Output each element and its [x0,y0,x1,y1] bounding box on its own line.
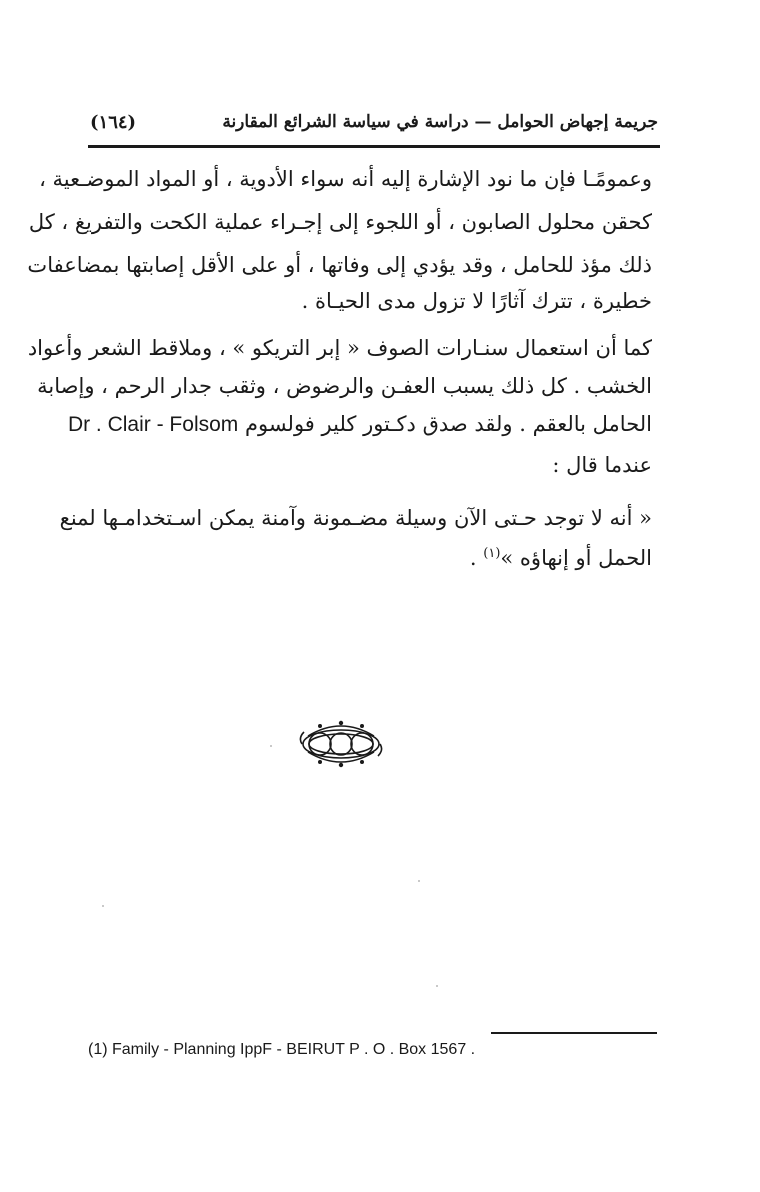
body-line-4: خطيرة ، تترك آثارًا لا تزول مدى الحيـاة . [301,289,652,313]
page-header [90,112,658,142]
quote-line-1: « أنه لا توجد حـتى الآن وسيلة مضـمونة وآمنة يمكن اسـتخدامـها لمنع [59,506,652,530]
body-line-5: كما أن استعمال سنـارات الصوف « إبر التريكو » ، وملاقط الشعر وأعواد [27,336,652,360]
scan-speck [270,745,272,747]
body-line-7 [67,409,652,440]
running-title: جريمة إجهاض الحوامل — دراسة في سياسة الشرائع المقارنة [222,112,658,132]
scan-speck [418,880,420,882]
quote-line-2-text: الحمل أو إنهاؤه » [500,546,652,570]
quote-line-2-end: . [469,546,484,570]
body-line-8: عندما قال : [552,453,652,477]
scan-speck [102,905,104,907]
decorative-knot-ornament-icon [298,718,384,770]
body-line-7-arabic: الحامل بالعقم . ولقد صدق دكـتور كلير فولسوم [244,412,652,436]
doctor-name-latin: Dr . Clair - Folsom [67,413,239,436]
body-line-3: ذلك مؤذ للحامل ، وقد يؤدي إلى وفاتها ، أو على الأقل إصابتها بمضاعفات [27,253,652,277]
quote-line-2 [88,539,652,573]
body-line-6: الخشب . كل ذلك يسبب العفـن والرضوض ، وثقب جدار الرحم ، وإصابة [37,374,652,398]
footnote-divider [491,1032,657,1034]
scan-speck [436,985,438,987]
body-line-2: كحقن محلول الصابون ، أو اللجوء إلى إجـراء عملية الكحت والتفريغ ، كل [28,210,652,234]
page-number: (١٦٤) [90,112,137,133]
footnote-marker: (١) [483,546,501,561]
footnote: (1) Family - Planning IppF - BEIRUT P . O . Box 1567 . [88,1041,476,1058]
body-line-1: وعمومًـا فإن ما نود الإشارة إليه أنه سواء الأدوية ، أو المواد الموضـعية ، [39,167,652,191]
header-divider [88,145,660,148]
